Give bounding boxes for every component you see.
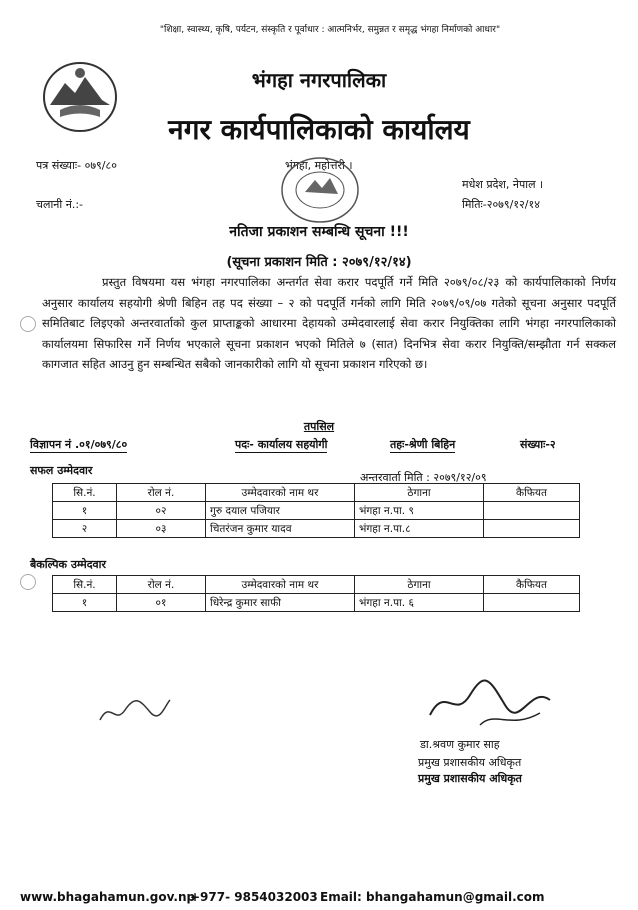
footer-website: www.bhagahamun.gov.np — [20, 890, 196, 904]
alternate-label: बैकल्पिक उम्मेदवार — [30, 558, 107, 571]
col-header: रोल नं. — [117, 484, 206, 502]
org-name: भंगहा नगरपालिका — [251, 68, 387, 92]
table-header-row — [53, 484, 580, 502]
cell: १ — [53, 594, 117, 612]
col-header: उम्मेदवारको नाम थर — [206, 576, 355, 594]
cell: चितरंजन कुमार यादव — [206, 520, 355, 538]
dispatch-number: चलानी नं.:- — [36, 198, 84, 211]
letter-date: मितिः-२०७९/१२/१४ — [462, 198, 540, 211]
punch-hole — [20, 574, 36, 590]
col-header: कैफियत — [484, 576, 580, 594]
col-header: ठेगाना — [355, 484, 484, 502]
col-header: कैफियत — [484, 484, 580, 502]
signatory-title: प्रमुख प्रशासकीय अधिकृत — [418, 756, 522, 769]
table-header-row — [53, 576, 580, 594]
interview-date: अन्तरवार्ता मिति : २०७९/१२/०९ — [360, 471, 487, 484]
notice-title: नतिजा प्रकाशन सम्बन्धि सूचना !!! — [229, 224, 409, 240]
cell: भंगहा न.पा.८ — [355, 520, 484, 538]
details-heading: तपसिल — [303, 420, 335, 433]
office-name: नगर कार्यपालिकाको कार्यालय — [168, 113, 470, 146]
province: मधेश प्रदेश, नेपाल । — [462, 178, 544, 191]
cell: ०१ — [117, 594, 206, 612]
place: भंगहा, महोत्तरी । — [285, 159, 353, 172]
post-count: संख्याः-२ — [520, 438, 556, 451]
signatory-name: डा.श्रवण कुमार साह — [420, 738, 500, 751]
signatory-stamp-title: प्रमुख प्रशासकीय अधिकृत — [418, 772, 522, 785]
cell: ०३ — [117, 520, 206, 538]
notice-paragraph: प्रस्तुत विषयमा यस भंगहा नगरपालिका अन्तर्गत सेवा करार पदपूर्ति गर्ने मिति २०७९/०८/२३ को कार्यपालिकाको निर्णय अनुसार कार्यालय सहयोगी श्रेणी बिहिन तह पद संख्या – २ को पदपूर्ति गर्नको लागि मिति २०७९/०९/०७ गतेको सूचना अनुसार पदपूर्ति समितिबाट लिइएको अन्तरवार्ताको कुल प्राप्ताङ्कको आधारमा देहायको उम्मेदवारलाई सेवा करार नियुक्तिका लागि भंगहा नगरपालिकाको कार्यालयमा सिफारिस गर्ने निर्णय भएकाले सूचना प्रकाशन भएको मितिले ७ (सात) दिनभित्र सेवा करार नियुक्ति/सम्झौता गर्न सक्कल कागजात सहित आउनु हुन सम्बन्धित सबैको जानकारीको लागि यो सूचना प्रकाशन गरिएको छ। — [42, 275, 616, 371]
motto: "शिक्षा, स्वास्थ्य, कृषि, पर्यटन, संस्कृति र पूर्वाधार : आत्मनिर्भर, समुन्नत र समृद्ध भंगहा निर्माणको आधार" — [159, 25, 501, 35]
cell: २ — [53, 520, 117, 538]
cell: भंगहा न.पा. ९ — [355, 502, 484, 520]
advert-number: विज्ञापन नं .०१/०७९/८० — [30, 438, 128, 451]
col-header: सि.नं. — [53, 576, 117, 594]
initials-signature — [95, 690, 175, 730]
footer-phone: +977- 9854032003 — [190, 890, 318, 904]
col-header: सि.नं. — [53, 484, 117, 502]
officer-signature — [420, 675, 560, 735]
post-level: तहः-श्रेणी बिहिन — [390, 438, 456, 451]
cell: धिरेन्द्र कुमार साफी — [206, 594, 355, 612]
notice-publish-date: (सूचना प्रकाशन मिति : २०७९/१२/१४) — [226, 255, 412, 270]
cell: ०२ — [117, 502, 206, 520]
cell: १ — [53, 502, 117, 520]
table-row — [53, 594, 580, 612]
successful-table — [52, 483, 580, 538]
table-row — [53, 502, 580, 520]
cell — [484, 594, 580, 612]
letter-number: पत्र संख्याः- ०७९/८० — [36, 159, 117, 172]
cell — [484, 520, 580, 538]
footer-email: Email: bhangahamun@gmail.com — [320, 890, 545, 904]
notice-body — [42, 272, 616, 375]
cell: भंगहा न.पा. ६ — [355, 594, 484, 612]
col-header: ठेगाना — [355, 576, 484, 594]
cell — [484, 502, 580, 520]
post-name: पदः- कार्यालय सहयोगी — [235, 438, 328, 451]
office-stamp — [270, 150, 370, 230]
successful-label: सफल उम्मेदवार — [30, 464, 93, 477]
alternate-table — [52, 575, 580, 612]
table-row — [53, 520, 580, 538]
cell: गुरु दयाल पजियार — [206, 502, 355, 520]
col-header: उम्मेदवारको नाम थर — [206, 484, 355, 502]
col-header: रोल नं. — [117, 576, 206, 594]
punch-hole — [20, 316, 36, 332]
